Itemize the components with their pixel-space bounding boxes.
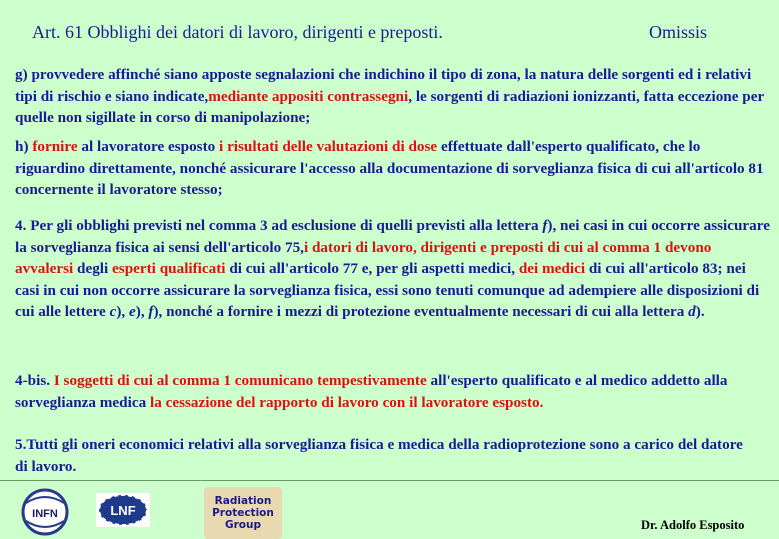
author-name: Dr. Adolfo Esposito	[641, 518, 745, 532]
paragraph-h: h) fornire al lavoratore esposto i risultati delle valutazioni di dose effettuate dall'esperto qualificato, che lo riguardino direttamente, nonché assicurare l'accesso alla documentazione di sorveglianza fisica di cui all'articolo 81 concernente il lavoratore stesso;	[15, 138, 764, 198]
svg-text:LNF: LNF	[110, 503, 136, 518]
paragraph-g: g) provvedere affinché siano apposte segnalazioni che indichino il tipo di zona, la natura delle sorgenti ed i relativi tipi di rischio e siano indicate,mediante appositi contrassegni, le sorgenti di radiazioni ionizzanti, fatta eccezione per quelle non sigillate in corso di manipolazione;	[15, 66, 764, 126]
paragraph-5: 5.Tutti gli oneri economici relativi alla sorveglianza fisica e medica della radioprotezione sono a carico del datore di lavoro.	[15, 436, 743, 475]
omissis-label: Omissis	[649, 22, 708, 42]
footer-divider	[0, 480, 779, 481]
lnf-logo	[96, 493, 150, 527]
page-title: Art. 61 Obblighi dei datori di lavoro, dirigenti e preposti.	[32, 22, 443, 42]
paragraph-4: 4. Per gli obblighi previsti nel comma 3 ad esclusione di quelli previsti alla lettera f), nei casi in cui occorre assicurare la sorveglianza fisica ai sensi dell'articolo 75,i datori di lavoro, dirigenti e preposti di cui al comma 1 devono avvalersi degli esperti qualificati di cui all'articolo 77 e, per gli aspetti medici, dei medici di cui all'articolo 83; nei casi in cui non occorre assicurare la sorveglianza fisica, essi sono tenuti comunque ad adempiere alle disposizioni di cui alle lettere c), e), f), nonché a fornire i mezzi di protezione eventualmente necessari di cui alla lettera d).	[15, 217, 770, 320]
paragraph-4bis: 4-bis. I soggetti di cui al comma 1 comunicano tempestivamente all'esperto qualificato e al medico addetto alla sorveglianza medica la cessazione del rapporto di lavoro con il lavoratore esposto.	[15, 372, 728, 411]
svg-text:INFN: INFN	[32, 508, 58, 520]
infn-logo	[18, 487, 72, 537]
radiation-protection-group-logo: Radiation Protection Group	[204, 487, 282, 539]
